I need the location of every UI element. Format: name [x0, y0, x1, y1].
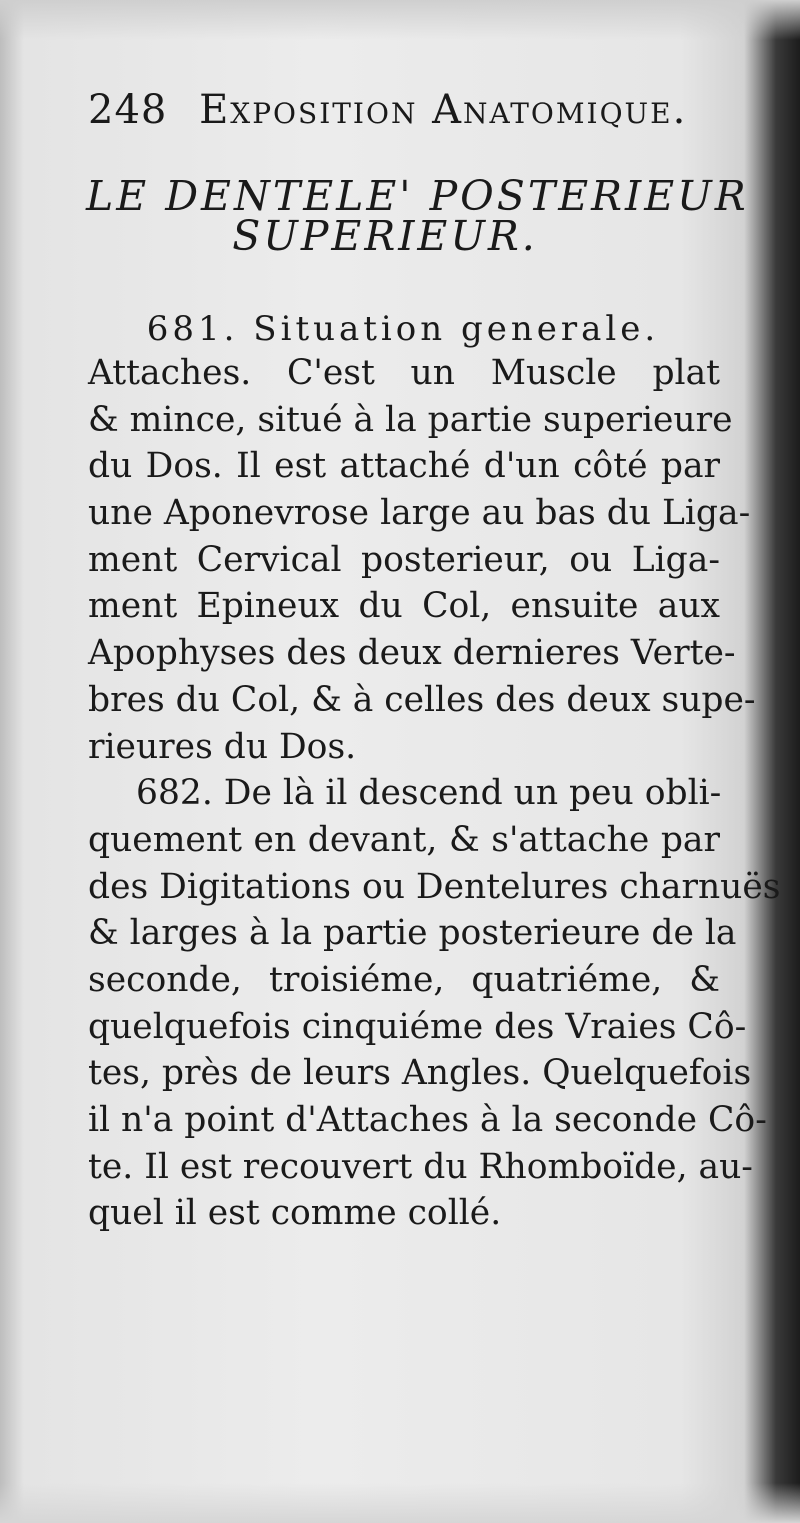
- text-line: il n'a point d'Attaches à la seconde Cô-: [88, 1100, 767, 1140]
- text-line: seconde, troisiéme, quatriéme, &: [88, 959, 720, 1000]
- text-line: du Dos. Il est attaché d'un côté par: [88, 446, 720, 487]
- text-line: quel il est comme collé.: [88, 1193, 502, 1234]
- text-line: tes, près de leurs Angles. Quelquefois: [88, 1053, 752, 1094]
- page-top-shadow: [0, 0, 800, 40]
- text-line: ment Epineux du Col, ensuite aux: [88, 586, 720, 627]
- muscle-title-line-2: SUPERIEUR.: [232, 212, 538, 260]
- text-line: & larges à la partie posterieure de la: [88, 913, 737, 954]
- page-number: 248: [88, 87, 168, 133]
- page-bottom-shadow: [0, 1483, 800, 1523]
- muscle-title-line-1: LE DENTELE' POSTERIEUR: [86, 172, 749, 220]
- text-line: quement en devant, & s'attache par: [88, 819, 720, 860]
- body-text: [88, 350, 781, 1237]
- text-line: des Digitations ou Dentelures charnuës: [88, 866, 781, 907]
- text-line: te. Il est recouvert du Rhomboïde, au-: [88, 1146, 753, 1187]
- running-header: [88, 86, 688, 134]
- text-line: rieures du Dos.: [88, 726, 357, 767]
- running-title: Exposition Anatomique.: [199, 87, 688, 133]
- text-line: 682. De là il descend un peu obli-: [136, 773, 722, 814]
- text-line: Apophyses des deux dernieres Verte-: [88, 633, 736, 674]
- text-line: & mince, situé à la partie superieure: [88, 399, 733, 440]
- text-line: bres du Col, & à celles des deux supe-: [88, 679, 756, 720]
- text-line: Attaches. C'est un Muscle plat: [88, 353, 720, 393]
- text-line: quelquefois cinquiéme des Vraies Cô-: [88, 1006, 747, 1047]
- text-line: ment Cervical posterieur, ou Liga-: [88, 539, 720, 580]
- section-heading: 681. Situation generale.: [146, 309, 660, 349]
- text-line: une Aponevrose large au bas du Liga-: [88, 493, 751, 534]
